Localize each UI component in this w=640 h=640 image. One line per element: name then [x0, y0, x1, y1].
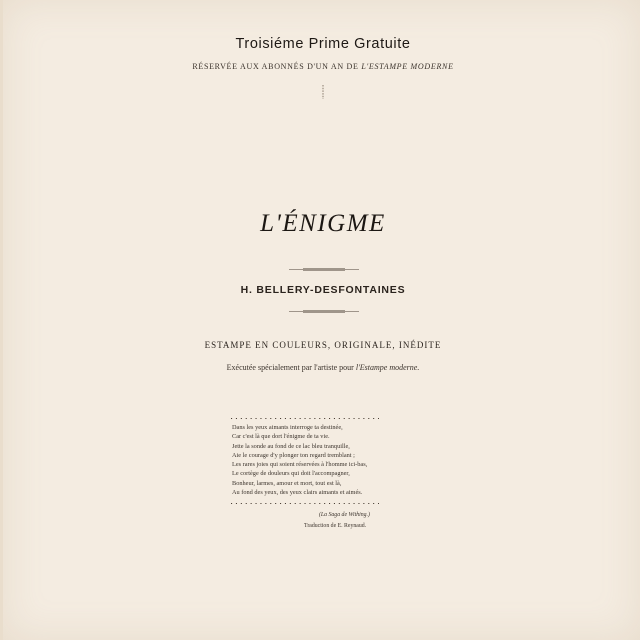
prime-subtitle-text: RÉSERVÉE AUX ABONNÉS D'UN AN DE — [192, 62, 362, 71]
prime-title: Troisiéme Prime Gratuite — [235, 36, 411, 52]
ornament-rule-icon — [285, 309, 363, 314]
dotted-rule-icon — [231, 502, 379, 505]
poem-line: Au fond des yeux, des yeux clairs aimants et aimés. — [232, 489, 363, 497]
estampe-description: ESTAMPE EN COULEURS, ORIGINALE, INÉDITE — [204, 340, 442, 350]
ornament-rule-icon — [285, 267, 363, 272]
poem — [232, 423, 402, 497]
ornament-divider-icon — [322, 85, 324, 99]
poem-line: Aie le courage d'y plonger ton regard tremblant ; — [232, 451, 355, 459]
poem-line: Jette la sonde au fond de ce lac bleu tranquille, — [232, 442, 350, 450]
poem-line: Les rares joies qui soient réservées à l'homme ici-bas, — [232, 461, 368, 469]
poem-line: Car c'est là que dort l'énigme de ta vie. — [232, 433, 330, 441]
prime-subtitle-italic: L'ESTAMPE MODERNE — [361, 62, 454, 71]
poem-line: Le cortège de douleurs qui doit l'accompagner, — [232, 470, 350, 478]
poem-source: (La Saga de Withing.) — [319, 512, 370, 518]
execution-note-text: Exécutée spécialement par l'artiste pour — [226, 363, 356, 372]
dotted-rule-icon — [231, 417, 379, 420]
execution-note-italic: l'Estampe moderne. — [355, 363, 420, 372]
artwork-title: L'ÉNIGME — [260, 210, 386, 237]
prime-subtitle — [3, 62, 640, 71]
artist-name: H. BELLERY-DESFONTAINES — [240, 284, 406, 296]
poem-line: Dans les yeux aimants interroge ta destinée, — [232, 424, 343, 431]
execution-note — [3, 363, 640, 372]
poem-translator: Traduction de E. Reynaud. — [304, 523, 367, 529]
poem-line: Bonheur, larmes, amour et mort, tout est là, — [232, 479, 342, 487]
